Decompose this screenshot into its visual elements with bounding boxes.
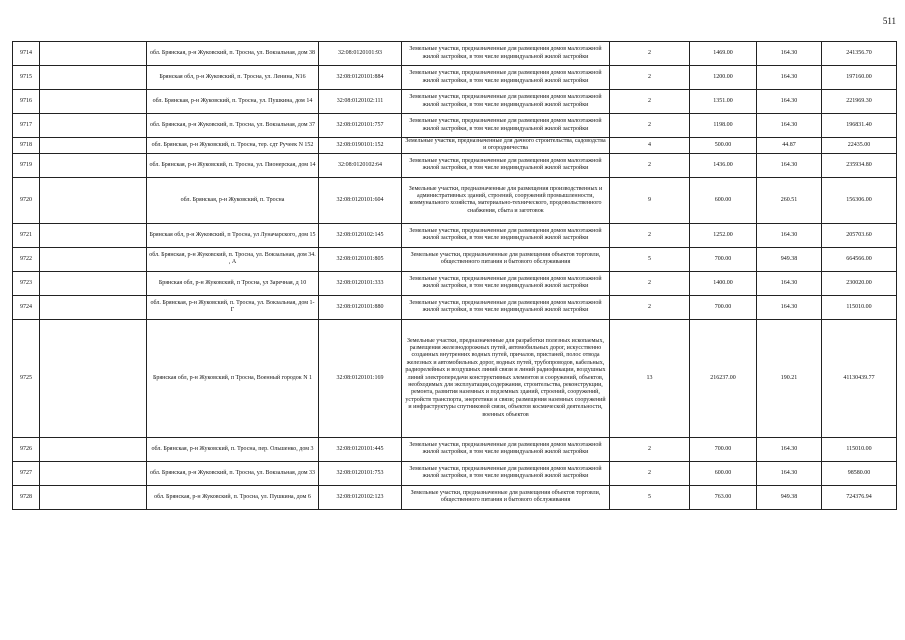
cell-blank (40, 437, 147, 461)
cell-group: 13 (610, 319, 690, 437)
table-row (13, 223, 897, 247)
cell-land-purpose: Земельные участки, предназначенные для размещения домов малоэтажной жилой застройки, в том числе индивидуальной жилой застройки (402, 42, 610, 66)
cell-number: 9728 (13, 485, 40, 509)
cell-group: 9 (610, 177, 690, 223)
cell-cadastral-value: 724376.94 (822, 485, 897, 509)
cell-group: 2 (610, 271, 690, 295)
cell-address: обл. Брянская, р-н Жуковский, п. Тросна, ул. Вокзальная, дом 34. , А (147, 247, 319, 271)
cell-land-purpose: Земельные участки, предназначенные для размещения домов малоэтажной жилой застройки, в том числе индивидуальной жилой застройки (402, 295, 610, 319)
cell-number: 9719 (13, 153, 40, 177)
cell-rate: 164.30 (757, 437, 822, 461)
cell-blank (40, 177, 147, 223)
cell-area: 763.00 (690, 485, 757, 509)
cell-blank (40, 485, 147, 509)
cell-blank (40, 90, 147, 114)
cell-number: 9723 (13, 271, 40, 295)
cell-cadastral-value: 115010.00 (822, 437, 897, 461)
table-row (13, 90, 897, 114)
table-row (13, 42, 897, 66)
cell-group: 5 (610, 247, 690, 271)
cell-rate: 949.38 (757, 485, 822, 509)
cell-rate: 164.30 (757, 42, 822, 66)
cell-cadastral-value: 98580.00 (822, 461, 897, 485)
cell-number: 9720 (13, 177, 40, 223)
cell-land-purpose: Земельные участки, предназначенные для размещения домов малоэтажной жилой застройки, в том числе индивидуальной жилой застройки (402, 271, 610, 295)
cell-blank (40, 295, 147, 319)
cell-land-purpose: Земельные участки, предназначенные для размещения домов малоэтажной жилой застройки, в том числе индивидуальной жилой застройки (402, 66, 610, 90)
cell-number: 9718 (13, 138, 40, 154)
cell-cadastral-number: 32:08:0120102:145 (319, 223, 402, 247)
cell-address: обл. Брянская, р-н Жуковский, п. Тросна, ул. Вокзальная, дом 33 (147, 461, 319, 485)
cell-number: 9714 (13, 42, 40, 66)
cell-rate: 164.30 (757, 461, 822, 485)
cell-rate: 164.30 (757, 114, 822, 138)
cell-group: 2 (610, 90, 690, 114)
cell-group: 2 (610, 66, 690, 90)
cell-address: обл. Брянская, р-н Жуковский, п. Тросна (147, 177, 319, 223)
cell-address: обл. Брянская, р-н Жуковский, п. Тросна, ул. Вокзальная, дом 38 (147, 42, 319, 66)
cell-land-purpose: Земельные участки, предназначенные для разработки полезных ископаемых, размещения железнодорожных путей, автомобильных дорог, искусственно созданных внутренних водных путей, причалов, пристаней, полос отвода железных и автомобильных дорог, водных путей, трубопроводов, кабельных, радиорелейных и воздушных линий связи и линий радиофикации, воздушных линий электропередачи конструктивных элементов и сооружений, объектов, необходимых для эксплуатации,содержания, строительства, реконструкции, ремонта, развития наземных и подземных зданий, строений, сооружений, устройств транспорта, энергетики и связи; размещения наземных сооружений и инфраструктуры спутниковой связи, объектов космической деятельности, военных объектов (402, 319, 610, 437)
cell-address: обл. Брянская, р-н Жуковский, п. Тросна, ул. Пушкина, дом 14 (147, 90, 319, 114)
cell-cadastral-value: 205703.60 (822, 223, 897, 247)
cell-land-purpose: Земельные участки, предназначенные для размещения объектов торговли, общественного питания и бытового обслуживания (402, 247, 610, 271)
cell-cadastral-value: 196831.40 (822, 114, 897, 138)
cell-address: обл. Брянская, р-н Жуковский, п. Тросна, ул. Вокзальная, дом 37 (147, 114, 319, 138)
cell-area: 1198.00 (690, 114, 757, 138)
table-row (13, 177, 897, 223)
cell-cadastral-value: 235934.80 (822, 153, 897, 177)
table-row (13, 114, 897, 138)
table-row (13, 247, 897, 271)
cell-cadastral-value: 156306.00 (822, 177, 897, 223)
cell-area: 500.00 (690, 138, 757, 154)
cell-address: обл. Брянская, р-н Жуковский, п. Тросна, ул. Вокзальная, дом 1-Г (147, 295, 319, 319)
cell-cadastral-value: 41130439.77 (822, 319, 897, 437)
cell-rate: 164.30 (757, 223, 822, 247)
cell-blank (40, 223, 147, 247)
land-registry-table (12, 41, 897, 510)
cell-number: 9726 (13, 437, 40, 461)
cell-land-purpose: Земельные участки, предназначенные для размещения домов малоэтажной жилой застройки, в том числе индивидуальной жилой застройки (402, 90, 610, 114)
cell-cadastral-number: 32:08:0120101:93 (319, 42, 402, 66)
cell-land-purpose: Земельные участки, предназначенные для размещения домов малоэтажной жилой застройки, в том числе индивидуальной жилой застройки (402, 223, 610, 247)
cell-area: 216237.00 (690, 319, 757, 437)
cell-rate: 949.38 (757, 247, 822, 271)
cell-blank (40, 138, 147, 154)
cell-area: 1469.00 (690, 42, 757, 66)
cell-group: 2 (610, 153, 690, 177)
cell-area: 1436.00 (690, 153, 757, 177)
cell-address: обл. Брянская, р-н Жуковский, п. Тросна, тер. сдт Ручеек N 152 (147, 138, 319, 154)
cell-rate: 164.30 (757, 90, 822, 114)
cell-cadastral-value: 221969.30 (822, 90, 897, 114)
table-row (13, 66, 897, 90)
cell-area: 1400.00 (690, 271, 757, 295)
cell-cadastral-number: 32:08:0120101:805 (319, 247, 402, 271)
cell-land-purpose: Земельные участки, предназначенные для размещения производственных и административных зданий, строений, сооружений промышленности, коммунального хозяйства, материально-технического, продовольственного снабжения, сбыта и заготовок (402, 177, 610, 223)
cell-cadastral-number: 32:08:0120101:604 (319, 177, 402, 223)
cell-number: 9715 (13, 66, 40, 90)
cell-land-purpose: Земельные участки, предназначенные для размещения домов малоэтажной жилой застройки, в том числе индивидуальной жилой застройки (402, 461, 610, 485)
cell-rate: 190.21 (757, 319, 822, 437)
cell-number: 9716 (13, 90, 40, 114)
cell-cadastral-number: 32:08:0120102:123 (319, 485, 402, 509)
cell-group: 2 (610, 114, 690, 138)
cell-blank (40, 271, 147, 295)
cell-land-purpose: Земельные участки, предназначенные для размещения домов малоэтажной жилой застройки, в том числе индивидуальной жилой застройки (402, 114, 610, 138)
cell-area: 1252.00 (690, 223, 757, 247)
cell-cadastral-value: 22435.00 (822, 138, 897, 154)
cell-cadastral-value: 664566.00 (822, 247, 897, 271)
cell-area: 700.00 (690, 437, 757, 461)
cell-cadastral-number: 32:08:0190101:152 (319, 138, 402, 154)
cell-blank (40, 153, 147, 177)
cell-address: Брянская обл, р-н Жуковский, п Тросна, ул Луначарского, дом 15 (147, 223, 319, 247)
cell-blank (40, 42, 147, 66)
cell-number: 9717 (13, 114, 40, 138)
cell-address: Брянская обл, р-н Жуковский, п. Тросна, ул. Ленина, N16 (147, 66, 319, 90)
cell-blank (40, 319, 147, 437)
table-row (13, 319, 897, 437)
cell-blank (40, 461, 147, 485)
cell-cadastral-value: 197160.00 (822, 66, 897, 90)
table-row (13, 461, 897, 485)
cell-cadastral-number: 32:08:0120101:884 (319, 66, 402, 90)
cell-rate: 260.51 (757, 177, 822, 223)
cell-number: 9721 (13, 223, 40, 247)
cell-address: Брянская обл, р-н Жуковский, п Тросна, Военный городок N 1 (147, 319, 319, 437)
cell-rate: 44.87 (757, 138, 822, 154)
cell-rate: 164.30 (757, 295, 822, 319)
cell-rate: 164.30 (757, 153, 822, 177)
cell-number: 9722 (13, 247, 40, 271)
table-row (13, 295, 897, 319)
cell-group: 2 (610, 437, 690, 461)
cell-area: 700.00 (690, 295, 757, 319)
cell-area: 1200.00 (690, 66, 757, 90)
page-number: 511 (882, 16, 896, 26)
cell-land-purpose: Земельные участки, предназначенные для размещения домов малоэтажной жилой застройки, в том числе индивидуальной жилой застройки (402, 153, 610, 177)
cell-cadastral-value: 115010.00 (822, 295, 897, 319)
cell-group: 4 (610, 138, 690, 154)
cell-land-purpose: Земельные участки, предназначенные для дачного строительства, садоводства и огородничества (402, 138, 610, 154)
cell-rate: 164.30 (757, 66, 822, 90)
cell-cadastral-number: 32:08:0120101:169 (319, 319, 402, 437)
cell-cadastral-number: 32:08:0120102:111 (319, 90, 402, 114)
cell-cadastral-number: 32:08:0120101:333 (319, 271, 402, 295)
cell-land-purpose: Земельные участки, предназначенные для размещения домов малоэтажной жилой застройки, в том числе индивидуальной жилой застройки (402, 437, 610, 461)
cell-cadastral-value: 241356.70 (822, 42, 897, 66)
cell-group: 2 (610, 461, 690, 485)
cell-area: 600.00 (690, 177, 757, 223)
table-row (13, 437, 897, 461)
cell-blank (40, 247, 147, 271)
cell-number: 9724 (13, 295, 40, 319)
cell-blank (40, 114, 147, 138)
cell-group: 2 (610, 42, 690, 66)
cell-cadastral-number: 32:08:0120101:757 (319, 114, 402, 138)
table-row (13, 485, 897, 509)
cell-group: 5 (610, 485, 690, 509)
cell-group: 2 (610, 295, 690, 319)
cell-number: 9727 (13, 461, 40, 485)
table-row (13, 153, 897, 177)
cell-group: 2 (610, 223, 690, 247)
table-row (13, 138, 897, 154)
table-row (13, 271, 897, 295)
cell-area: 700.00 (690, 247, 757, 271)
cell-cadastral-number: 32:08:0120101:753 (319, 461, 402, 485)
cell-address: Брянская обл, р-н Жуковский, п Тросна, ул Заречная, д 10 (147, 271, 319, 295)
cell-address: обл. Брянская, р-н Жуковский, п. Тросна, ул. Пионерская, дом 14 (147, 153, 319, 177)
cell-number: 9725 (13, 319, 40, 437)
cell-cadastral-number: 32:08:0120102:64 (319, 153, 402, 177)
cell-address: обл. Брянская, р-н Жуковский, п. Тросна, пер. Ольшенко, дом 3 (147, 437, 319, 461)
cell-cadastral-number: 32:08:0120101:880 (319, 295, 402, 319)
cell-land-purpose: Земельные участки, предназначенные для размещения объектов торговли, общественного питания и бытового обслуживания (402, 485, 610, 509)
cell-blank (40, 66, 147, 90)
cell-address: обл. Брянская, р-н Жуковский, п. Тросна, ул. Пушкина, дом 6 (147, 485, 319, 509)
cell-cadastral-number: 32:08:0120101:445 (319, 437, 402, 461)
cell-cadastral-value: 230020.00 (822, 271, 897, 295)
cell-area: 1351.00 (690, 90, 757, 114)
cell-rate: 164.30 (757, 271, 822, 295)
cell-area: 600.00 (690, 461, 757, 485)
